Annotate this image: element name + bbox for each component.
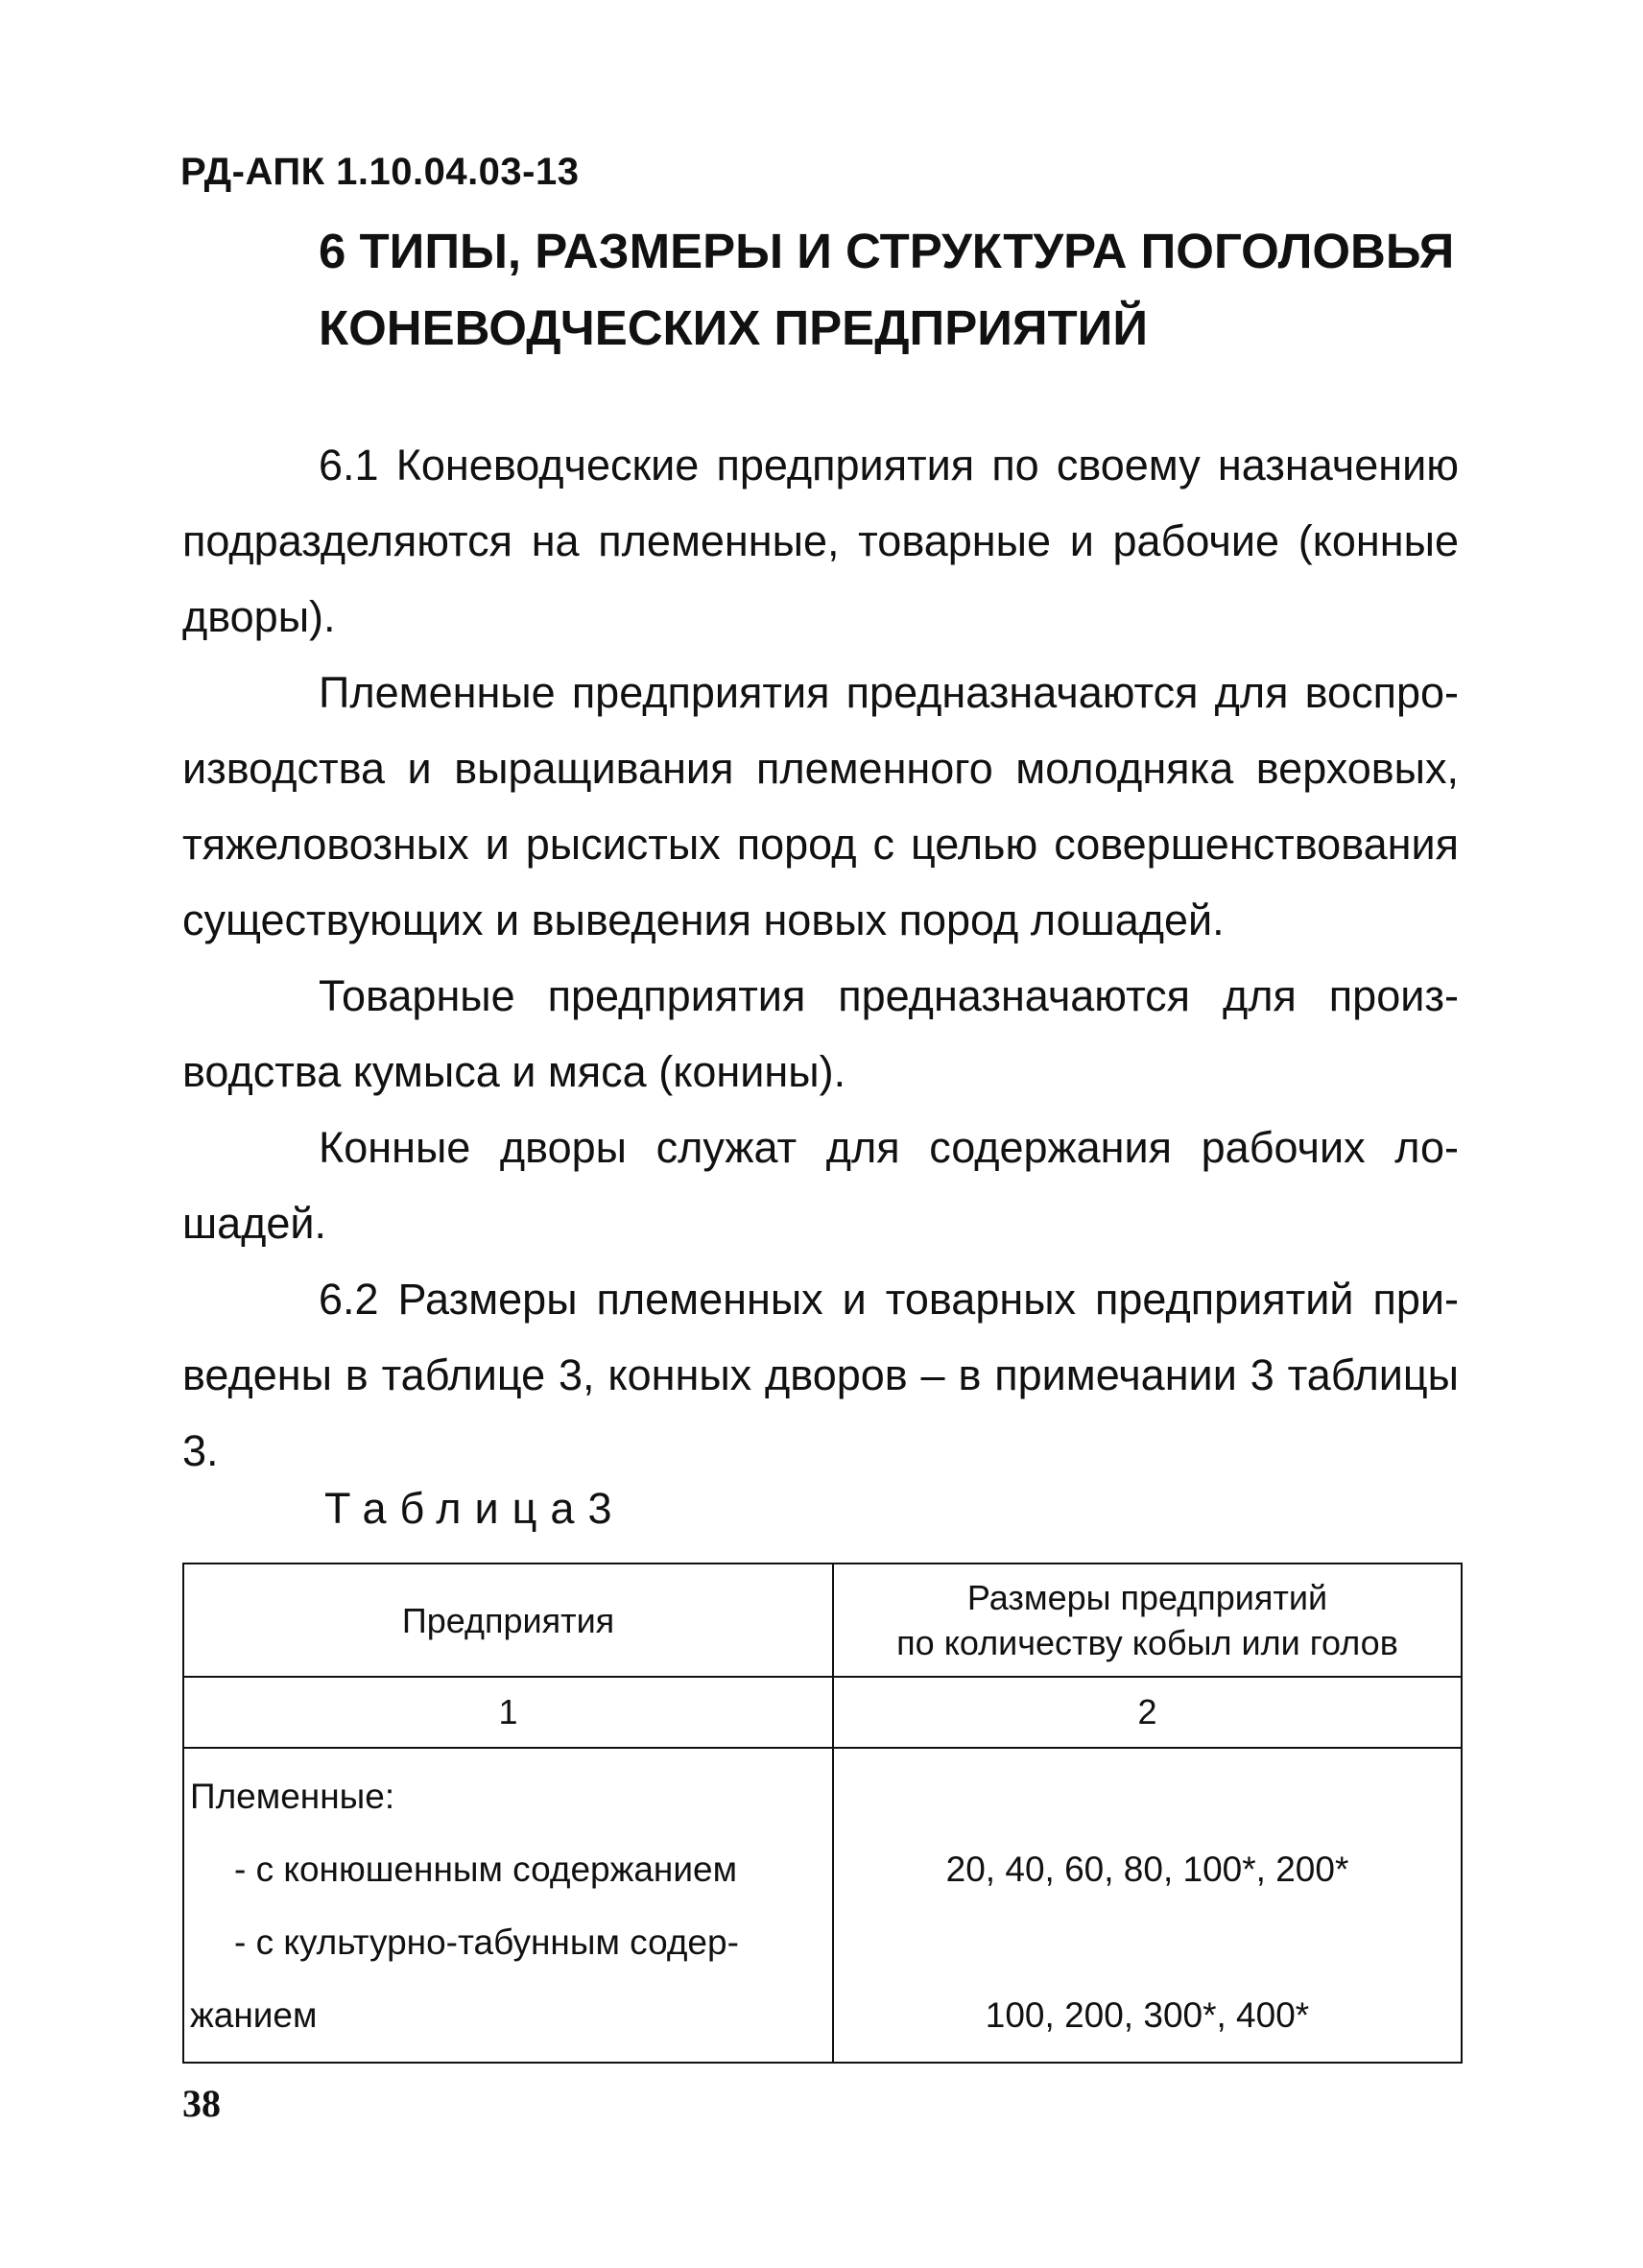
row-label-stable: - с конюшенным содержанием	[234, 1850, 738, 1889]
table-header-row	[183, 1564, 1462, 1677]
enterprise-size-table	[182, 1563, 1463, 2064]
page-number: 38	[182, 2082, 221, 2125]
table-row	[183, 1748, 1462, 2063]
header-sizes	[833, 1564, 1462, 1677]
row-value-herd: 100, 200, 300*, 400*	[985, 1995, 1310, 2035]
paragraph-commercial: Товарные предприятия предназначаются для производства кумыса и мяса (конины).	[182, 971, 1459, 1096]
header-sizes-line1: Размеры предприятий	[966, 1578, 1328, 1617]
row-label-herd-line2: жанием	[190, 1995, 318, 2035]
paragraph-6-2: 6.2 Размеры племенных и товарных предприятий приведены в таблице 3, конных дворов – в примечании 3 таблицы 3.	[182, 1275, 1459, 1475]
table-colnum-row	[183, 1677, 1462, 1748]
enterprise-values	[833, 1748, 1462, 2063]
group-label-breeding: Племенные:	[190, 1777, 395, 1816]
row-label-herd-line1: - с культурно-табунным содер-	[234, 1922, 739, 1962]
row-value-stable: 20, 40, 60, 80, 100*, 200*	[945, 1850, 1349, 1889]
section-heading-line1: 6 ТИПЫ, РАЗМЕРЫ И СТРУКТУРА ПОГОЛОВЬЯ	[319, 224, 1455, 278]
colnum-1: 1	[183, 1677, 833, 1748]
paragraph-horse-yards: Конные дворы служат для содержания рабочих лошадей.	[182, 1123, 1459, 1248]
section-heading	[319, 213, 1528, 367]
paragraph-6-1: 6.1 Коневодческие предприятия по своему назначению подразделяются на племенные, товарные и рабочие (конные дворы).	[182, 441, 1459, 641]
table-caption: Таблица3	[324, 1484, 626, 1533]
section-heading-line2: КОНЕВОДЧЕСКИХ ПРЕДПРИЯТИЙ	[319, 300, 1148, 355]
colnum-2: 2	[833, 1677, 1462, 1748]
paragraph-breeding: Племенные предприятия предназначаются для воспроизводства и выращивания племенного молодняка верховых, тяжеловозных и рысистых пород с целью совершенствования существующих и выведения новых пород лошадей.	[182, 668, 1459, 944]
header-sizes-line2: по количеству кобыл или голов	[896, 1623, 1398, 1662]
body-text	[182, 427, 1459, 1489]
enterprise-labels	[183, 1748, 833, 2063]
document-code: РД-АПК 1.10.04.03-13	[180, 151, 580, 193]
header-enterprises: Предприятия	[183, 1564, 833, 1677]
